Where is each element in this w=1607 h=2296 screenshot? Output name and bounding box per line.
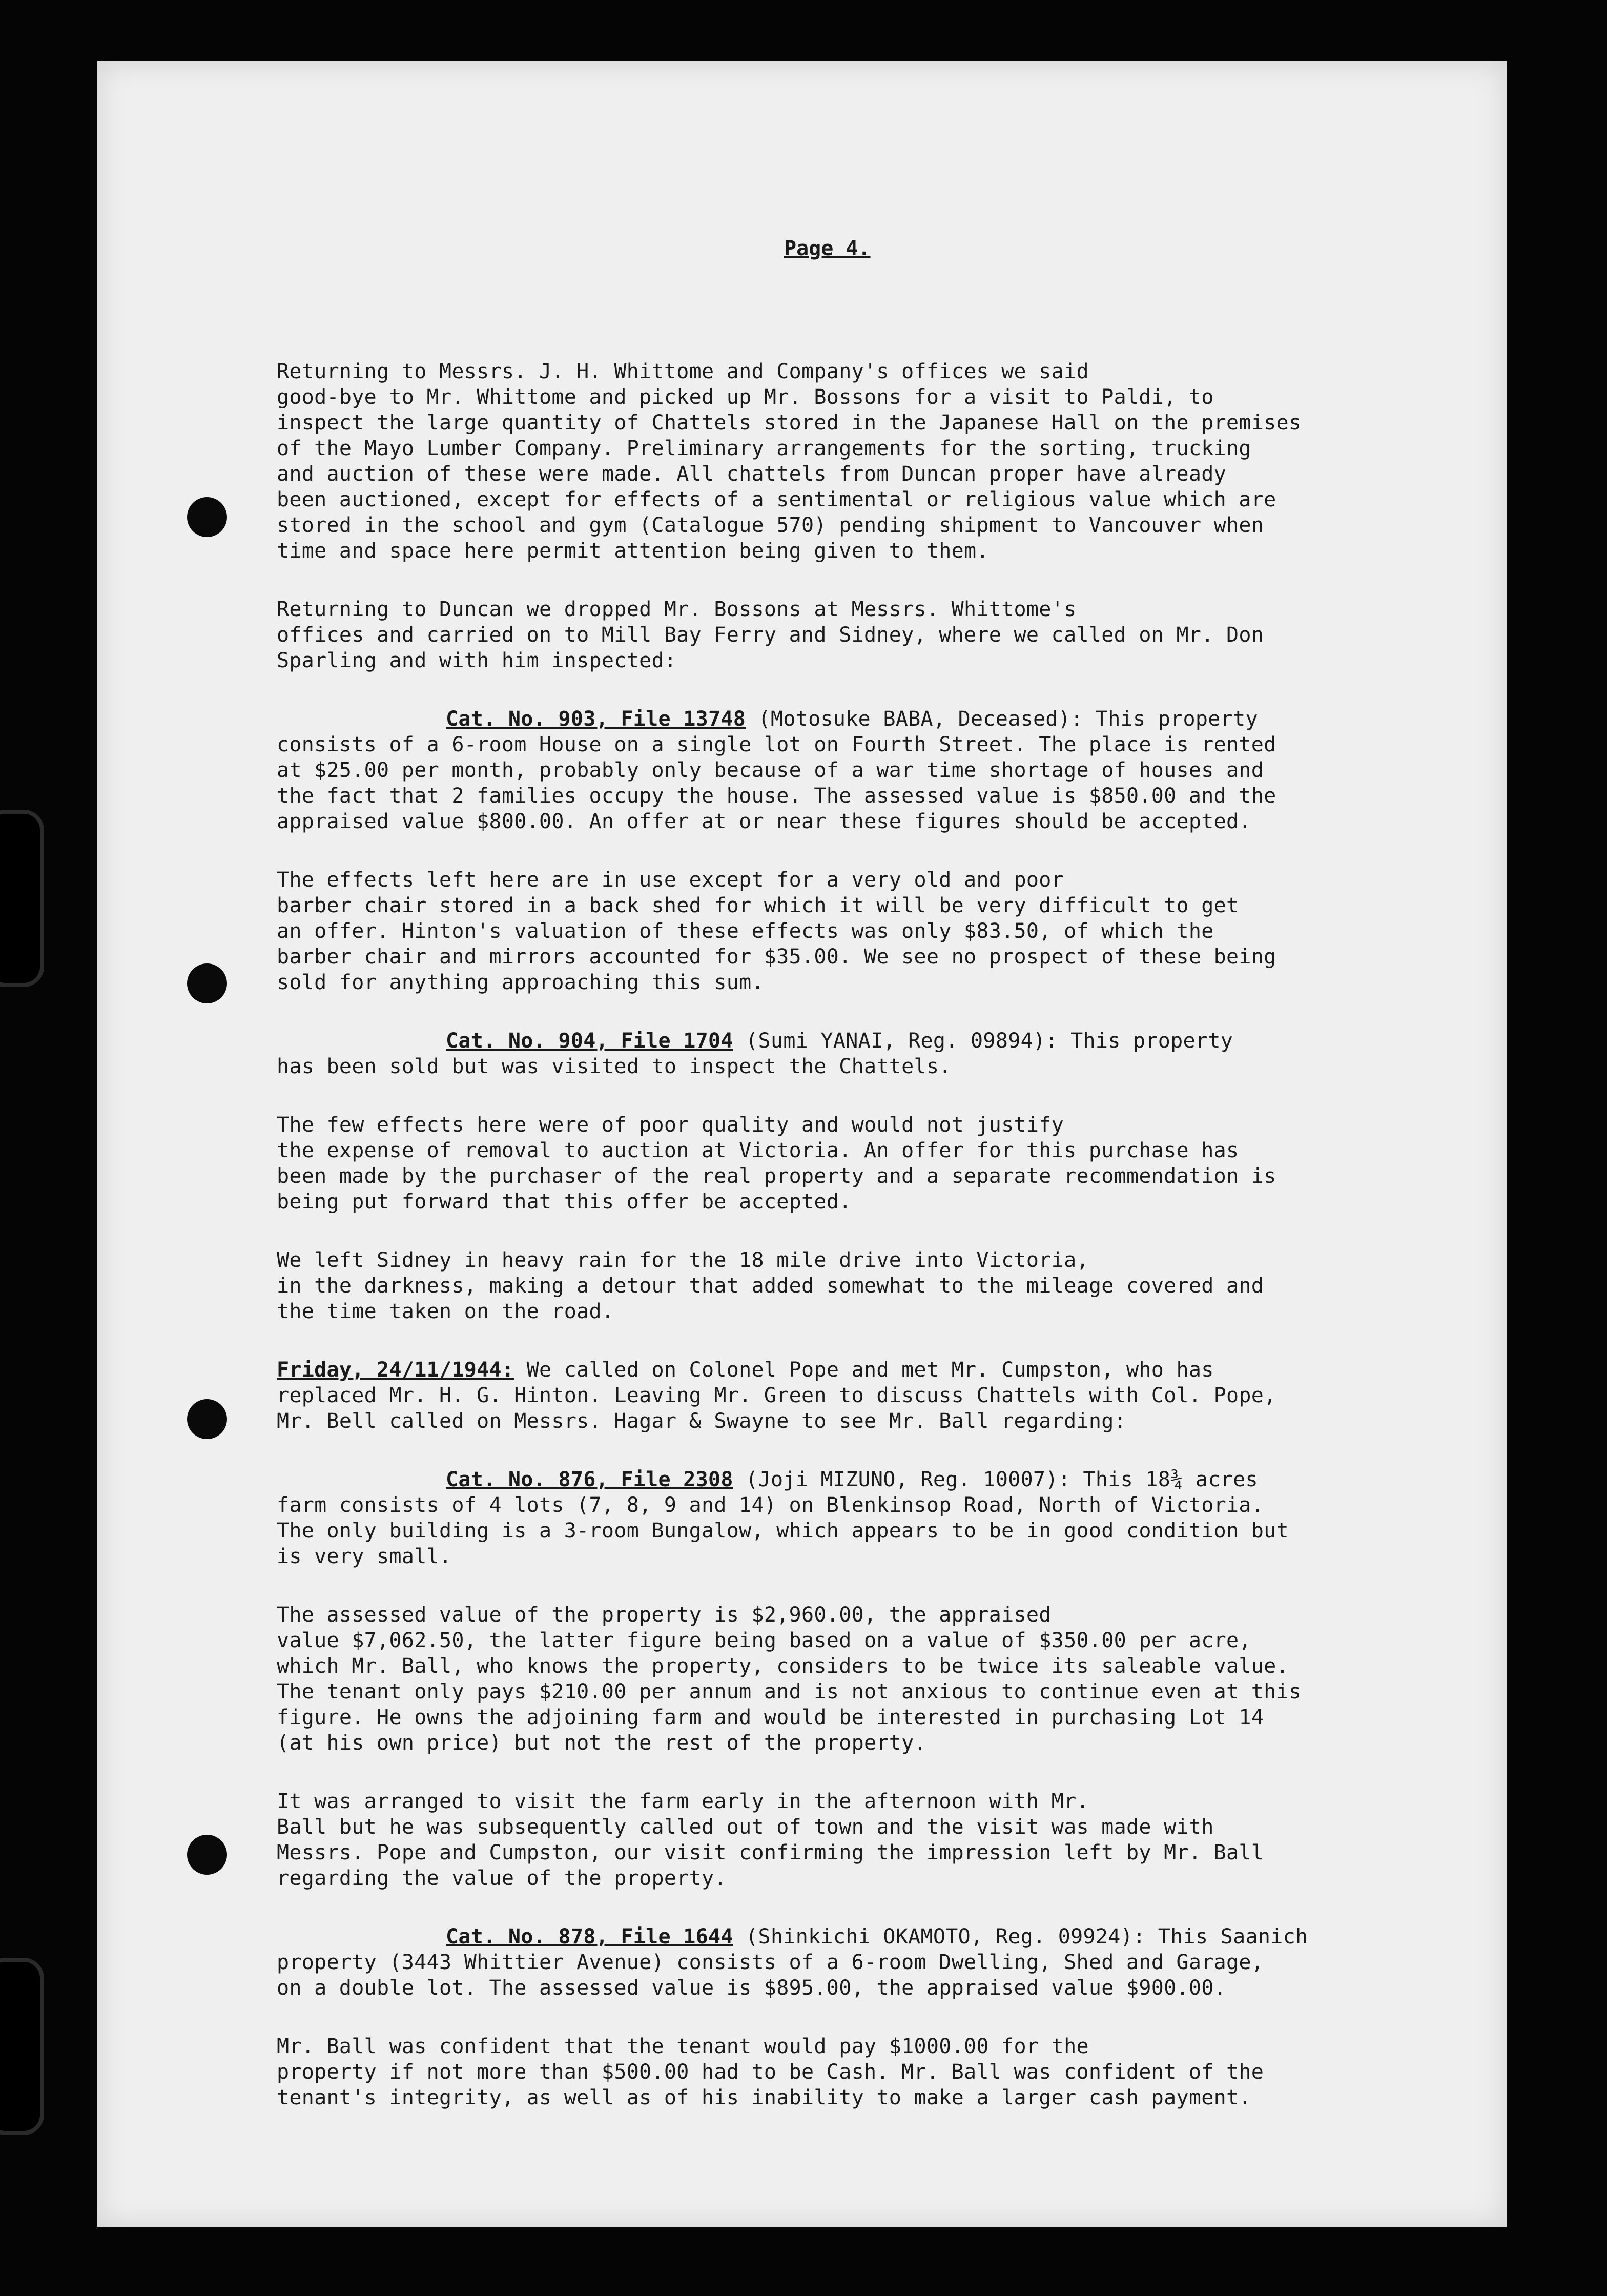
punch-hole <box>187 963 227 1003</box>
section-heading: Cat. No. 878, File 1644 <box>446 1925 733 1949</box>
section-heading: Cat. No. 904, File 1704 <box>446 1029 733 1053</box>
paragraph-text: The few effects here were of poor quality and would not justify the expense of removal to auction at Victoria. An offer for this purchase has been made by the purchaser of the real property and a separate recommendation is being put forward that this offer be accepted. <box>277 1113 1276 1214</box>
paragraph-text: (Shinkichi OKAMOTO, Reg. 09924): This Saanich property (3443 Whittier Avenue) consists of a 6-room Dwelling, Shed and Garage, on a double lot. The assessed value is $895.00, the appraised value $900.00. <box>277 1925 1308 2000</box>
punch-hole <box>187 497 227 537</box>
page-number: Page 4. <box>784 237 871 260</box>
paragraph <box>277 1467 1414 1569</box>
paragraph-text: (Joji MIZUNO, Reg. 10007): This 18¾ acres farm consists of 4 lots (7, 8, 9 and 14) on Blenkinsop Road, North of Victoria. The only building is a 3-room Bungalow, which appears to be in good condition but is very small. <box>277 1468 1289 1568</box>
paragraph <box>277 2034 1414 2110</box>
paragraph-text: It was arranged to visit the farm early in the afternoon with Mr. Ball but he was subsequently called out of town and the visit was made with Messrs. Pope and Cumpston, our visit confirming the impression left by Mr. Ball regarding the value of the property. <box>277 1790 1264 1890</box>
paragraph <box>277 1028 1414 1079</box>
paragraph-text: Returning to Messrs. J. H. Whittome and Company's offices we said good-bye to Mr. Whittome and picked up Mr. Bossons for a visit to Paldi, to inspect the large quantity of Chattels stored in the Japanese Hall on the premises of the Mayo Lumber Company. Preliminary arrangements for the sorting, trucking and auction of these were made. All chattels from Duncan proper have already been auctioned, except for effects of a sentimental or religious value which are stored in the school and gym (Catalogue 570) pending shipment to Vancouver when time and space here permit attention being given to them. <box>277 360 1302 563</box>
section-heading: Cat. No. 903, File 13748 <box>446 707 746 731</box>
document-body <box>277 359 1414 2143</box>
binder-ring <box>0 810 44 987</box>
paragraph <box>277 706 1414 834</box>
paragraph-text: We called on Colonel Pope and met Mr. Cumpston, who has replaced Mr. H. G. Hinton. Leaving Mr. Green to discuss Chattels with Col. Pope, Mr. Bell called on Messrs. Hagar & Swayne to see Mr. Ball regarding: <box>277 1358 1276 1433</box>
paragraph-text: Returning to Duncan we dropped Mr. Bossons at Messrs. Whittome's offices and carried on to Mill Bay Ferry and Sidney, where we called on Mr. Don Sparling and with him inspected: <box>277 598 1264 672</box>
punch-hole <box>187 1399 227 1439</box>
paragraph-text: (Motosuke BABA, Deceased): This property consists of a 6-room House on a single lot on Fourth Street. The place is rented at $25.00 per month, probably only because of a war time shortage of houses and the fact that 2 families occupy the house. The assessed value is $850.00 and the appraised value $800.00. An offer at or near these figures should be accepted. <box>277 707 1276 833</box>
paragraph <box>277 1357 1414 1434</box>
paragraph <box>277 1602 1414 1756</box>
paragraph <box>277 867 1414 995</box>
punch-hole <box>187 1835 227 1875</box>
paragraph-text: We left Sidney in heavy rain for the 18 mile drive into Victoria, in the darkness, making a detour that added somewhat to the mileage covered and the time taken on the road. <box>277 1248 1264 1323</box>
section-heading: Friday, 24/11/1944: <box>277 1358 514 1382</box>
paragraph <box>277 1789 1414 1891</box>
paragraph <box>277 1247 1414 1324</box>
paragraph <box>277 597 1414 673</box>
paragraph <box>277 1924 1414 2001</box>
paragraph-text: Mr. Ball was confident that the tenant would pay $1000.00 for the property if not more than $500.00 had to be Cash. Mr. Ball was confident of the tenant's integrity, as well as of his inability to make a larger cash payment. <box>277 2035 1264 2109</box>
section-heading: Cat. No. 876, File 2308 <box>446 1468 733 1491</box>
paragraph <box>277 1112 1414 1215</box>
paragraph <box>277 359 1414 564</box>
paragraph-text: (Sumi YANAI, Reg. 09894): This property has been sold but was visited to inspect the Chattels. <box>277 1029 1233 1078</box>
paragraph-text: The effects left here are in use except for a very old and poor barber chair stored in a back shed for which it will be very difficult to get an offer. Hinton's valuation of these effects was only $83.50, of which the barber chair and mirrors accounted for $35.00. We see no prospect of these being sold for anything approaching this sum. <box>277 868 1276 994</box>
paragraph-text: The assessed value of the property is $2,960.00, the appraised value $7,062.50, the latter figure being based on a value of $350.00 per acre, which Mr. Ball, who knows the property, considers to be twice its saleable value. The tenant only pays $210.00 per annum and is not anxious to continue even at this figure. He owns the adjoining farm and would be interested in purchasing Lot 14 (at his own price) but not the rest of the property. <box>277 1603 1302 1755</box>
binder-ring <box>0 1958 44 2135</box>
